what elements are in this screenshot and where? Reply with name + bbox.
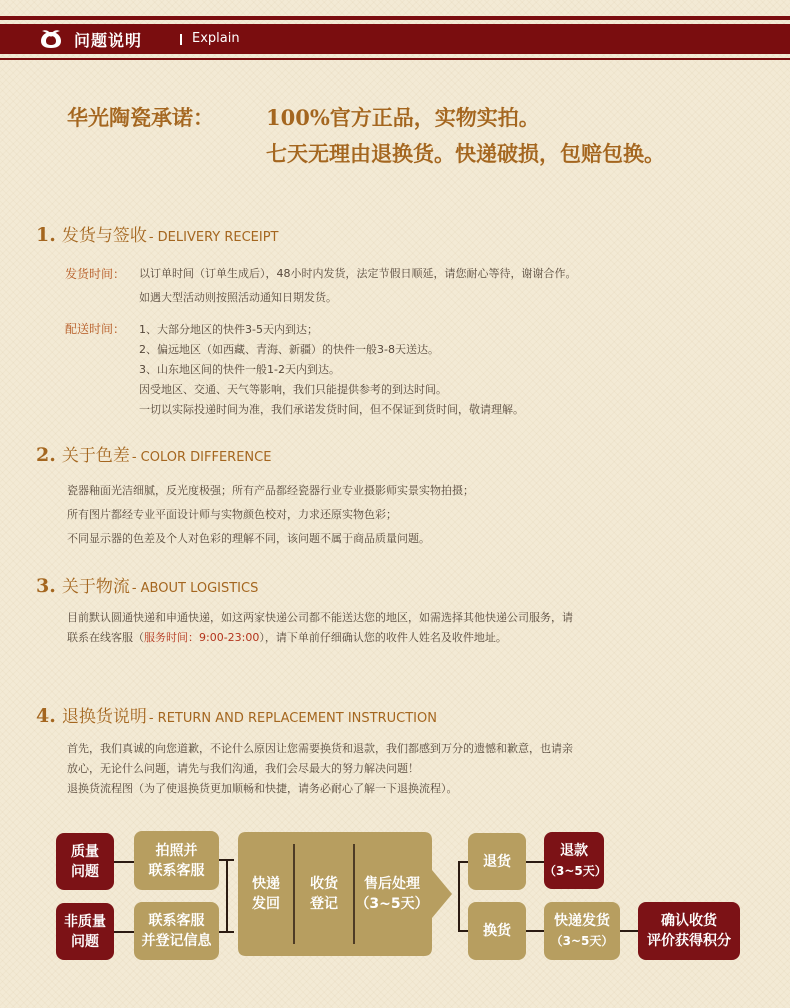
- express-return-step: [238, 832, 294, 956]
- contact-register-box: [134, 902, 219, 960]
- connector-line: [620, 930, 638, 932]
- box-text: 质量: [71, 843, 99, 860]
- box-text: 换货: [483, 923, 511, 939]
- returns-line: 放心，无论什么问题，请先与我们沟通，我们会尽最大的努力解决问题！: [67, 762, 419, 775]
- section-title-cn: 关于物流: [61, 577, 130, 597]
- box-text: （3~5天）: [544, 863, 607, 878]
- box-text: 拍照并: [155, 842, 198, 859]
- process-box: [238, 832, 452, 956]
- section-number: 1.: [36, 224, 56, 246]
- section-title-en: - COLOR DIFFERENCE: [131, 450, 272, 465]
- section-title-en: - RETURN AND REPLACEMENT INSTRUCTION: [148, 711, 437, 726]
- box-text: 退货: [483, 853, 511, 870]
- box-text: （3~5天）: [355, 896, 429, 912]
- logistics-line-2-post: ），请下单前仔细确认您的收件人姓名及收件地址。: [259, 631, 507, 644]
- box-text: 发回: [252, 896, 280, 912]
- color-line: 瓷器釉面光洁细腻，反光度极强；所有产品都经瓷器行业专业摄影师实景实物拍摄；: [67, 484, 474, 497]
- section-title-cn: 关于色差: [61, 446, 130, 466]
- ship-time-label: 发货时间：: [65, 267, 126, 281]
- box-text: 快递: [252, 876, 280, 892]
- header-title-cn: 问题说明: [74, 31, 143, 50]
- header-bottom-rule: [0, 58, 790, 60]
- connector-line: [114, 931, 134, 933]
- section-title-en: - DELIVERY RECEIPT: [148, 230, 279, 245]
- exchange-box: [468, 902, 526, 960]
- connector-line: [458, 930, 468, 932]
- header-separator: [180, 34, 182, 45]
- brand-logo-icon: [38, 28, 64, 50]
- box-text: 快递发货: [553, 913, 610, 929]
- box-text: 联系客服: [148, 913, 205, 929]
- transit-time-line: 1、大部分地区的快件3-5天内到达；: [139, 323, 318, 336]
- after-sales-step: [354, 832, 430, 956]
- ship-replacement-box: [544, 902, 620, 960]
- promise-label: 华光陶瓷承诺：: [67, 105, 214, 130]
- logistics-line-2-pre: 联系在线客服（: [67, 631, 144, 644]
- color-line: 所有图片都经专业平面设计师与实物颜色校对，力求还原实物色彩；: [67, 508, 397, 521]
- header-title-en: Explain: [192, 31, 240, 46]
- connector-line: [458, 861, 460, 932]
- connector-line: [226, 859, 228, 933]
- return-goods-box: [468, 833, 526, 890]
- transit-time-label: 配送时间：: [65, 322, 126, 336]
- confirm-review-box: [638, 902, 740, 960]
- color-line: 不同显示器的色差及个人对色彩的理解不同，该问题不属于商品质量问题。: [67, 532, 430, 545]
- box-text: 非质量: [64, 913, 106, 930]
- transit-time-line: 因受地区、交通、天气等影响，我们只能提供参考的到达时间。: [139, 383, 447, 396]
- non-quality-issue-box: [56, 903, 114, 960]
- returns-line: 退换货流程图（为了使退换货更加顺畅和快捷，请务必耐心了解一下退换流程）。: [67, 782, 458, 795]
- promise-line-1: 100%官方正品，实物实拍。: [266, 105, 540, 130]
- box-text: 登记: [310, 896, 338, 912]
- connector-line: [526, 861, 544, 863]
- box-text: 确认收货: [661, 913, 717, 929]
- transit-time-line: 2、偏远地区（如西藏、青海、新疆）的快件一般3-8天送达。: [139, 343, 439, 356]
- refund-box: [544, 832, 607, 889]
- box-text: 退款: [560, 842, 588, 859]
- section-number: 2.: [36, 444, 56, 466]
- service-hours: 服务时间：9:00-23:00: [144, 631, 260, 644]
- box-text: 评价获得积分: [647, 933, 731, 949]
- quality-issue-box: [56, 833, 114, 890]
- section-title-cn: 退换货说明: [61, 707, 147, 727]
- section-heading-delivery: [36, 221, 279, 246]
- connector-line: [526, 930, 544, 932]
- connector-line: [114, 861, 134, 863]
- logistics-line-2: [67, 629, 507, 645]
- section-title-en: - ABOUT LOGISTICS: [131, 581, 259, 596]
- ship-time-line: 以订单时间（订单生成后），48小时内发货，法定节假日顺延，请您耐心等待，谢谢合作。: [139, 267, 577, 280]
- transit-time-line: 3、山东地区间的快件一般1-2天内到达。: [139, 363, 340, 376]
- box-text: 联系客服: [148, 862, 205, 879]
- box-text: 问题: [71, 863, 99, 880]
- ship-time-line: 如遇大型活动则按照活动通知日期发货。: [139, 291, 337, 304]
- logistics-line-1: 目前默认圆通快递和申通快递，如这两家快递公司都不能送达您的地区，如需选择其他快递公司服务，请: [67, 611, 573, 624]
- box-text: 收货: [310, 876, 338, 892]
- section-number: 4.: [36, 705, 56, 727]
- box-text: （3~5天）: [550, 934, 614, 948]
- section-number: 3.: [36, 575, 56, 597]
- box-text: 售后处理: [364, 876, 420, 892]
- photo-contact-box: [134, 831, 219, 890]
- box-text: 问题: [71, 933, 99, 950]
- section-title-cn: 发货与签收: [61, 226, 147, 246]
- header-top-rule: [0, 16, 790, 20]
- transit-time-line: 一切以实际投递时间为准，我们承诺发货时间，但不保证到货时间，敬请理解。: [139, 403, 524, 416]
- receive-register-step: [294, 832, 354, 956]
- box-text: 并登记信息: [141, 933, 212, 949]
- promise-line-2: 七天无理由退换货。快递破损，包赔包换。: [266, 141, 665, 166]
- connector-line: [458, 861, 468, 863]
- returns-line: 首先，我们真诚的向您道歉，不论什么原因让您需要换货和退款，我们都感到万分的遗憾和歉意，也请亲: [67, 742, 573, 755]
- section-heading-returns: [36, 702, 437, 727]
- section-heading-logistics: [36, 572, 258, 597]
- section-heading-color: [36, 441, 271, 466]
